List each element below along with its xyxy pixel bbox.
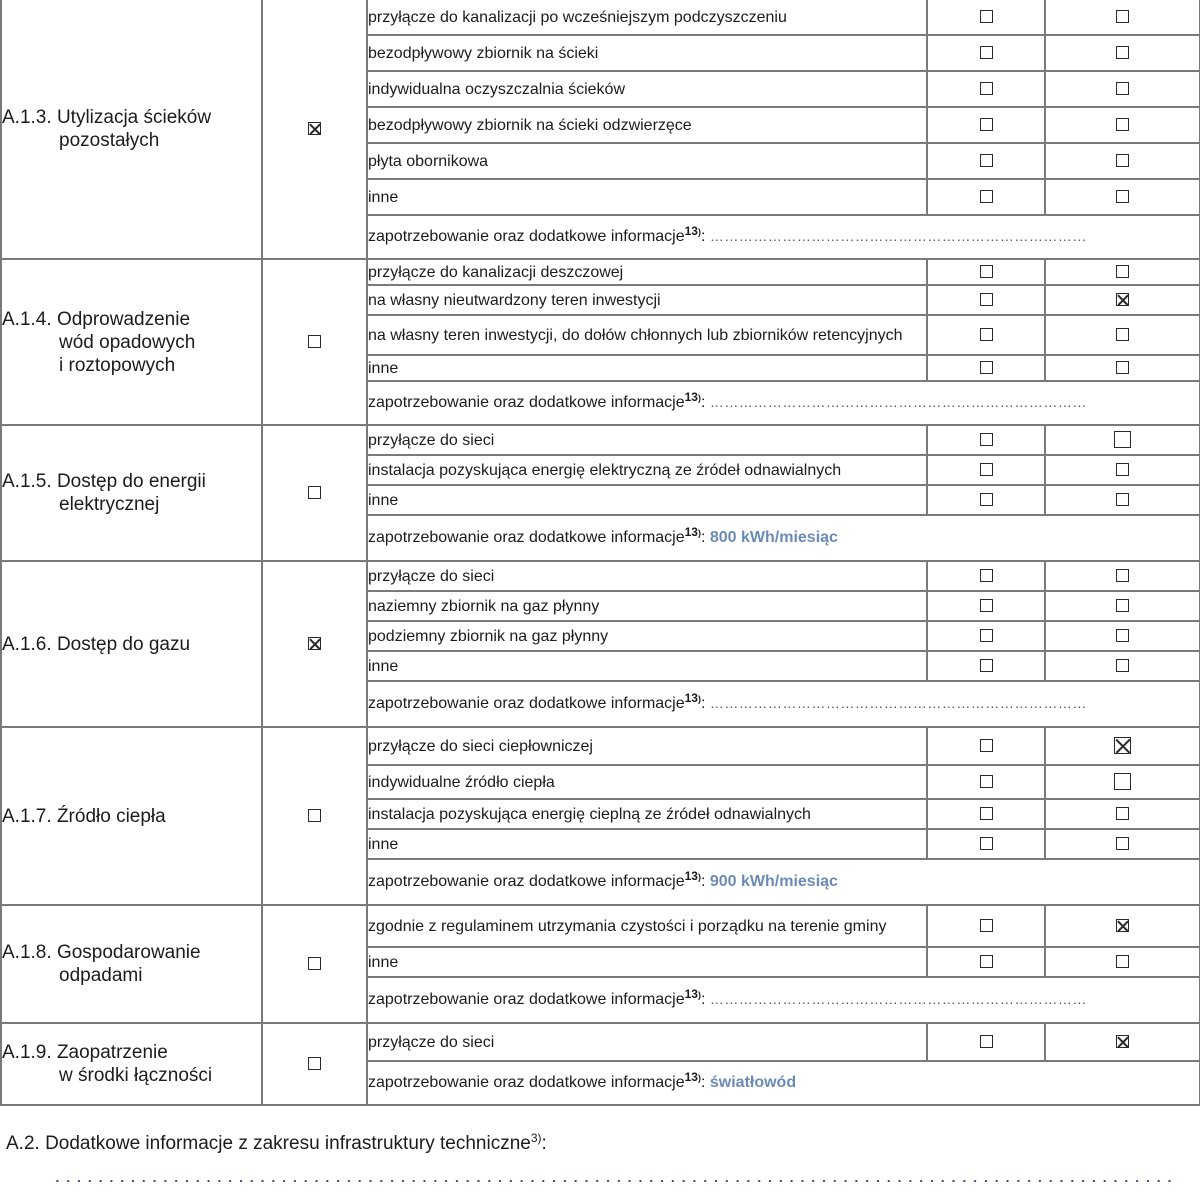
- section-number: A.1.8.: [2, 942, 52, 963]
- option-checkbox-cell-2: [1045, 35, 1200, 71]
- option-label: naziemny zbiornik na gaz płynny: [367, 591, 927, 621]
- info-label: zapotrzebowanie oraz dodatkowe informacje: [368, 695, 685, 712]
- option-label: inne: [367, 947, 927, 977]
- option-checkbox-cell-2: [1045, 107, 1200, 143]
- section-a2-label: A.2. Dodatkowe informacje z zakresu infrastruktury techniczne: [6, 1133, 531, 1154]
- option-checkbox-cell-1: [927, 829, 1045, 859]
- section-label-cell: [1, 727, 262, 905]
- option-checkbox-cell-1: [927, 315, 1045, 355]
- info-colon: :: [700, 695, 710, 712]
- option-checkbox-cell-1: [927, 905, 1045, 947]
- section-main-checkbox-cell: [262, 561, 367, 727]
- option-checkbox-cell-1: [927, 765, 1045, 799]
- option-checkbox-1[interactable]: [980, 955, 993, 968]
- option-checkbox-1[interactable]: [980, 433, 993, 446]
- option-checkbox-1[interactable]: [980, 190, 993, 203]
- section-title-continued: w środki łączności: [59, 1065, 213, 1086]
- info-blank-line[interactable]: ……………………………………………………………………: [709, 695, 1087, 711]
- option-checkbox-1[interactable]: [980, 154, 993, 167]
- option-label: inne: [367, 355, 927, 381]
- option-checkbox-2[interactable]: [1116, 659, 1129, 672]
- option-checkbox-cell-2: [1045, 71, 1200, 107]
- option-checkbox-cell-1: [927, 561, 1045, 591]
- option-checkbox-cell-2: [1045, 561, 1200, 591]
- option-label: podziemny zbiornik na gaz płynny: [367, 621, 927, 651]
- option-checkbox-cell-2: [1045, 1023, 1200, 1061]
- option-checkbox-1[interactable]: [980, 118, 993, 131]
- info-value[interactable]: 800 kWh/miesiąc: [709, 529, 838, 546]
- option-checkbox-cell-2: [1045, 143, 1200, 179]
- info-label: zapotrzebowanie oraz dodatkowe informacje: [368, 991, 685, 1008]
- option-checkbox-1[interactable]: [980, 837, 993, 850]
- section-label-cell: [1, 905, 262, 1023]
- section-number: A.1.3.: [2, 107, 52, 128]
- info-colon: :: [700, 873, 710, 890]
- option-checkbox-1[interactable]: [980, 328, 993, 341]
- option-checkbox-cell-2: [1045, 0, 1200, 35]
- option-checkbox-cell-2: [1045, 727, 1200, 765]
- option-checkbox-2[interactable]: [1116, 46, 1129, 59]
- option-checkbox-1[interactable]: [980, 361, 993, 374]
- option-checkbox-2[interactable]: [1116, 82, 1129, 95]
- option-checkbox-cell-1: [927, 1023, 1045, 1061]
- option-label: instalacja pozyskująca energię elektryczną ze źródeł odnawialnych: [367, 455, 927, 485]
- section-main-checkbox[interactable]: [308, 809, 321, 822]
- option-label: inne: [367, 179, 927, 215]
- section-title: Zaopatrzenie: [56, 1042, 168, 1063]
- section-title: Odprowadzenie: [56, 308, 191, 330]
- option-checkbox-1[interactable]: [980, 919, 993, 932]
- option-checkbox-1[interactable]: [980, 10, 993, 23]
- option-checkbox-1[interactable]: [980, 463, 993, 476]
- option-row: [1, 561, 1200, 591]
- option-checkbox-cell-1: [927, 455, 1045, 485]
- footnote-ref: 13): [684, 390, 701, 404]
- option-checkbox-1[interactable]: [980, 569, 993, 582]
- option-checkbox-2[interactable]: [1116, 599, 1129, 612]
- option-row: [1, 259, 1200, 285]
- option-checkbox-2[interactable]: [1114, 431, 1131, 448]
- info-label: zapotrzebowanie oraz dodatkowe informacje: [368, 529, 685, 546]
- option-checkbox-2[interactable]: [1116, 629, 1129, 642]
- option-checkbox-cell-1: [927, 651, 1045, 681]
- option-label: na własny nieutwardzony teren inwestycji: [367, 285, 927, 315]
- option-checkbox-cell-2: [1045, 947, 1200, 977]
- option-checkbox-2[interactable]: [1114, 773, 1131, 790]
- option-checkbox-cell-2: [1045, 905, 1200, 947]
- info-cell[interactable]: [367, 859, 1200, 905]
- section-a2-input-line[interactable]: [52, 1180, 1174, 1182]
- option-row: [1, 727, 1200, 765]
- option-checkbox-cell-1: [927, 591, 1045, 621]
- option-label: przyłącze do sieci ciepłowniczej: [367, 727, 927, 765]
- option-checkbox-cell-2: [1045, 285, 1200, 315]
- option-checkbox-1[interactable]: [980, 775, 993, 788]
- option-checkbox-1[interactable]: [980, 265, 993, 278]
- section-number: A.1.7.: [2, 805, 52, 827]
- option-label: na własny teren inwestycji, do dołów chłonnych lub zbiorników retencyjnych: [367, 315, 927, 355]
- section-main-checkbox-cell: [262, 1023, 367, 1105]
- section-number: A.1.9.: [2, 1042, 52, 1063]
- option-checkbox-1[interactable]: [980, 293, 993, 306]
- option-checkbox-2[interactable]: [1116, 361, 1129, 374]
- section-main-checkbox-cell: [262, 0, 367, 259]
- info-label: zapotrzebowanie oraz dodatkowe informacje: [368, 394, 685, 411]
- section-a2-heading: [6, 1133, 547, 1155]
- section-number: A.1.4.: [2, 308, 52, 330]
- option-checkbox-2[interactable]: [1116, 493, 1129, 506]
- option-checkbox-cell-2: [1045, 259, 1200, 285]
- footnote-ref: 3): [530, 1131, 542, 1145]
- option-checkbox-1[interactable]: [980, 629, 993, 642]
- option-checkbox-cell-2: [1045, 355, 1200, 381]
- option-checkbox-cell-1: [927, 799, 1045, 829]
- section-a2-colon: :: [541, 1133, 547, 1154]
- option-checkbox-1[interactable]: [980, 599, 993, 612]
- section-label-cell: [1, 1023, 262, 1105]
- option-label: przyłącze do sieci: [367, 1023, 927, 1061]
- option-label: płyta obornikowa: [367, 143, 927, 179]
- option-checkbox-cell-1: [927, 727, 1045, 765]
- option-row: [1, 425, 1200, 455]
- option-checkbox-cell-1: [927, 107, 1045, 143]
- option-checkbox-2[interactable]: [1116, 1035, 1129, 1048]
- option-checkbox-2[interactable]: [1116, 807, 1129, 820]
- option-checkbox-1[interactable]: [980, 493, 993, 506]
- option-checkbox-cell-2: [1045, 455, 1200, 485]
- option-checkbox-cell-2: [1045, 179, 1200, 215]
- info-colon: :: [700, 529, 710, 546]
- option-label: bezodpływowy zbiornik na ścieki: [367, 35, 927, 71]
- option-label: bezodpływowy zbiornik na ścieki odzwierzęce: [367, 107, 927, 143]
- option-checkbox-2[interactable]: [1116, 190, 1129, 203]
- option-checkbox-2[interactable]: [1116, 919, 1129, 932]
- option-checkbox-1[interactable]: [980, 807, 993, 820]
- info-colon: :: [700, 228, 710, 245]
- info-label: zapotrzebowanie oraz dodatkowe informacje: [368, 1074, 685, 1091]
- option-checkbox-2[interactable]: [1116, 569, 1129, 582]
- section-title-continued: i roztopowych: [59, 354, 176, 376]
- option-checkbox-cell-1: [927, 947, 1045, 977]
- option-checkbox-2[interactable]: [1116, 154, 1129, 167]
- option-label: inne: [367, 651, 927, 681]
- option-row: [1, 1023, 1200, 1061]
- section-main-checkbox[interactable]: [308, 637, 321, 650]
- section-main-checkbox[interactable]: [308, 122, 321, 135]
- option-checkbox-cell-2: [1045, 591, 1200, 621]
- section-number: A.1.6.: [2, 633, 52, 655]
- option-checkbox-cell-1: [927, 425, 1045, 455]
- option-label: zgodnie z regulaminem utrzymania czystości i porządku na terenie gminy: [367, 905, 927, 947]
- section-main-checkbox-cell: [262, 727, 367, 905]
- info-cell[interactable]: [367, 515, 1200, 561]
- option-label: inne: [367, 485, 927, 515]
- section-title: Dostęp do gazu: [56, 633, 191, 655]
- info-colon: :: [700, 1074, 710, 1091]
- option-label: instalacja pozyskująca energię cieplną ze źródeł odnawialnych: [367, 799, 927, 829]
- section-main-checkbox-cell: [262, 259, 367, 425]
- option-checkbox-cell-1: [927, 485, 1045, 515]
- info-cell[interactable]: [367, 681, 1200, 727]
- footnote-ref: 13): [684, 987, 701, 1001]
- option-checkbox-1[interactable]: [980, 82, 993, 95]
- footnote-ref: 13): [684, 224, 701, 238]
- section-title-continued: elektrycznej: [59, 494, 160, 515]
- section-title: Źródło ciepła: [56, 805, 166, 827]
- section-main-checkbox[interactable]: [308, 1057, 321, 1070]
- info-blank-line[interactable]: ……………………………………………………………………: [709, 991, 1087, 1007]
- info-blank-line[interactable]: ……………………………………………………………………: [709, 228, 1087, 244]
- footnote-ref: 13): [684, 525, 701, 539]
- option-checkbox-cell-1: [927, 621, 1045, 651]
- section-title-continued: odpadami: [59, 965, 143, 986]
- section-title: Utylizacja ścieków: [56, 107, 212, 128]
- section-title: Gospodarowanie: [56, 942, 201, 963]
- option-checkbox-2[interactable]: [1116, 328, 1129, 341]
- option-label: przyłącze do sieci: [367, 425, 927, 455]
- option-checkbox-cell-2: [1045, 485, 1200, 515]
- option-checkbox-cell-1: [927, 0, 1045, 35]
- section-main-checkbox[interactable]: [308, 335, 321, 348]
- option-checkbox-2[interactable]: [1116, 955, 1129, 968]
- info-cell[interactable]: [367, 215, 1200, 259]
- option-checkbox-1[interactable]: [980, 46, 993, 59]
- option-checkbox-cell-1: [927, 285, 1045, 315]
- info-value[interactable]: 900 kWh/miesiąc: [709, 873, 838, 890]
- info-blank-line[interactable]: ……………………………………………………………………: [709, 394, 1087, 410]
- option-checkbox-cell-2: [1045, 425, 1200, 455]
- option-checkbox-cell-1: [927, 259, 1045, 285]
- section-label-cell: [1, 425, 262, 561]
- option-checkbox-2[interactable]: [1114, 737, 1131, 754]
- option-checkbox-2[interactable]: [1116, 265, 1129, 278]
- option-label: przyłącze do kanalizacji po wcześniejszym podczyszczeniu: [367, 0, 927, 35]
- option-checkbox-cell-2: [1045, 651, 1200, 681]
- option-label: indywidualne źródło ciepła: [367, 765, 927, 799]
- option-checkbox-cell-2: [1045, 765, 1200, 799]
- footnote-ref: 13): [684, 869, 701, 883]
- option-checkbox-2[interactable]: [1116, 293, 1129, 306]
- option-label: inne: [367, 829, 927, 859]
- info-cell[interactable]: [367, 381, 1200, 425]
- section-title-continued: wód opadowych: [59, 331, 196, 353]
- option-checkbox-2[interactable]: [1116, 837, 1129, 850]
- footnote-ref: 13): [684, 691, 701, 705]
- section-main-checkbox[interactable]: [308, 486, 321, 499]
- option-checkbox-cell-1: [927, 71, 1045, 107]
- option-row: [1, 905, 1200, 947]
- info-label: zapotrzebowanie oraz dodatkowe informacje: [368, 873, 685, 890]
- section-main-checkbox-cell: [262, 905, 367, 1023]
- option-checkbox-1[interactable]: [980, 659, 993, 672]
- section-main-checkbox[interactable]: [308, 957, 321, 970]
- option-checkbox-2[interactable]: [1116, 118, 1129, 131]
- option-checkbox-cell-2: [1045, 621, 1200, 651]
- option-checkbox-cell-1: [927, 179, 1045, 215]
- info-cell[interactable]: [367, 1061, 1200, 1105]
- option-checkbox-cell-2: [1045, 799, 1200, 829]
- section-number: A.1.5.: [2, 471, 52, 492]
- option-checkbox-cell-2: [1045, 315, 1200, 355]
- section-label-cell: [1, 0, 262, 259]
- option-label: przyłącze do kanalizacji deszczowej: [367, 259, 927, 285]
- option-checkbox-2[interactable]: [1116, 463, 1129, 476]
- option-checkbox-2[interactable]: [1116, 10, 1129, 23]
- footnote-ref: 13): [684, 1070, 701, 1084]
- section-label-cell: [1, 259, 262, 425]
- option-checkbox-cell-2: [1045, 829, 1200, 859]
- section-main-checkbox-cell: [262, 425, 367, 561]
- info-cell[interactable]: [367, 977, 1200, 1023]
- info-colon: :: [700, 394, 710, 411]
- option-checkbox-cell-1: [927, 35, 1045, 71]
- option-checkbox-1[interactable]: [980, 739, 993, 752]
- option-checkbox-cell-1: [927, 143, 1045, 179]
- info-value[interactable]: światłowód: [709, 1074, 797, 1091]
- section-label-cell: [1, 561, 262, 727]
- section-title: Dostęp do energii: [56, 471, 206, 492]
- info-label: zapotrzebowanie oraz dodatkowe informacje: [368, 228, 685, 245]
- option-label: indywidualna oczyszczalnia ścieków: [367, 71, 927, 107]
- section-title-continued: pozostałych: [59, 130, 160, 151]
- option-checkbox-cell-1: [927, 355, 1045, 381]
- option-checkbox-1[interactable]: [980, 1035, 993, 1048]
- option-row: [1, 0, 1200, 35]
- info-colon: :: [700, 991, 710, 1008]
- option-label: przyłącze do sieci: [367, 561, 927, 591]
